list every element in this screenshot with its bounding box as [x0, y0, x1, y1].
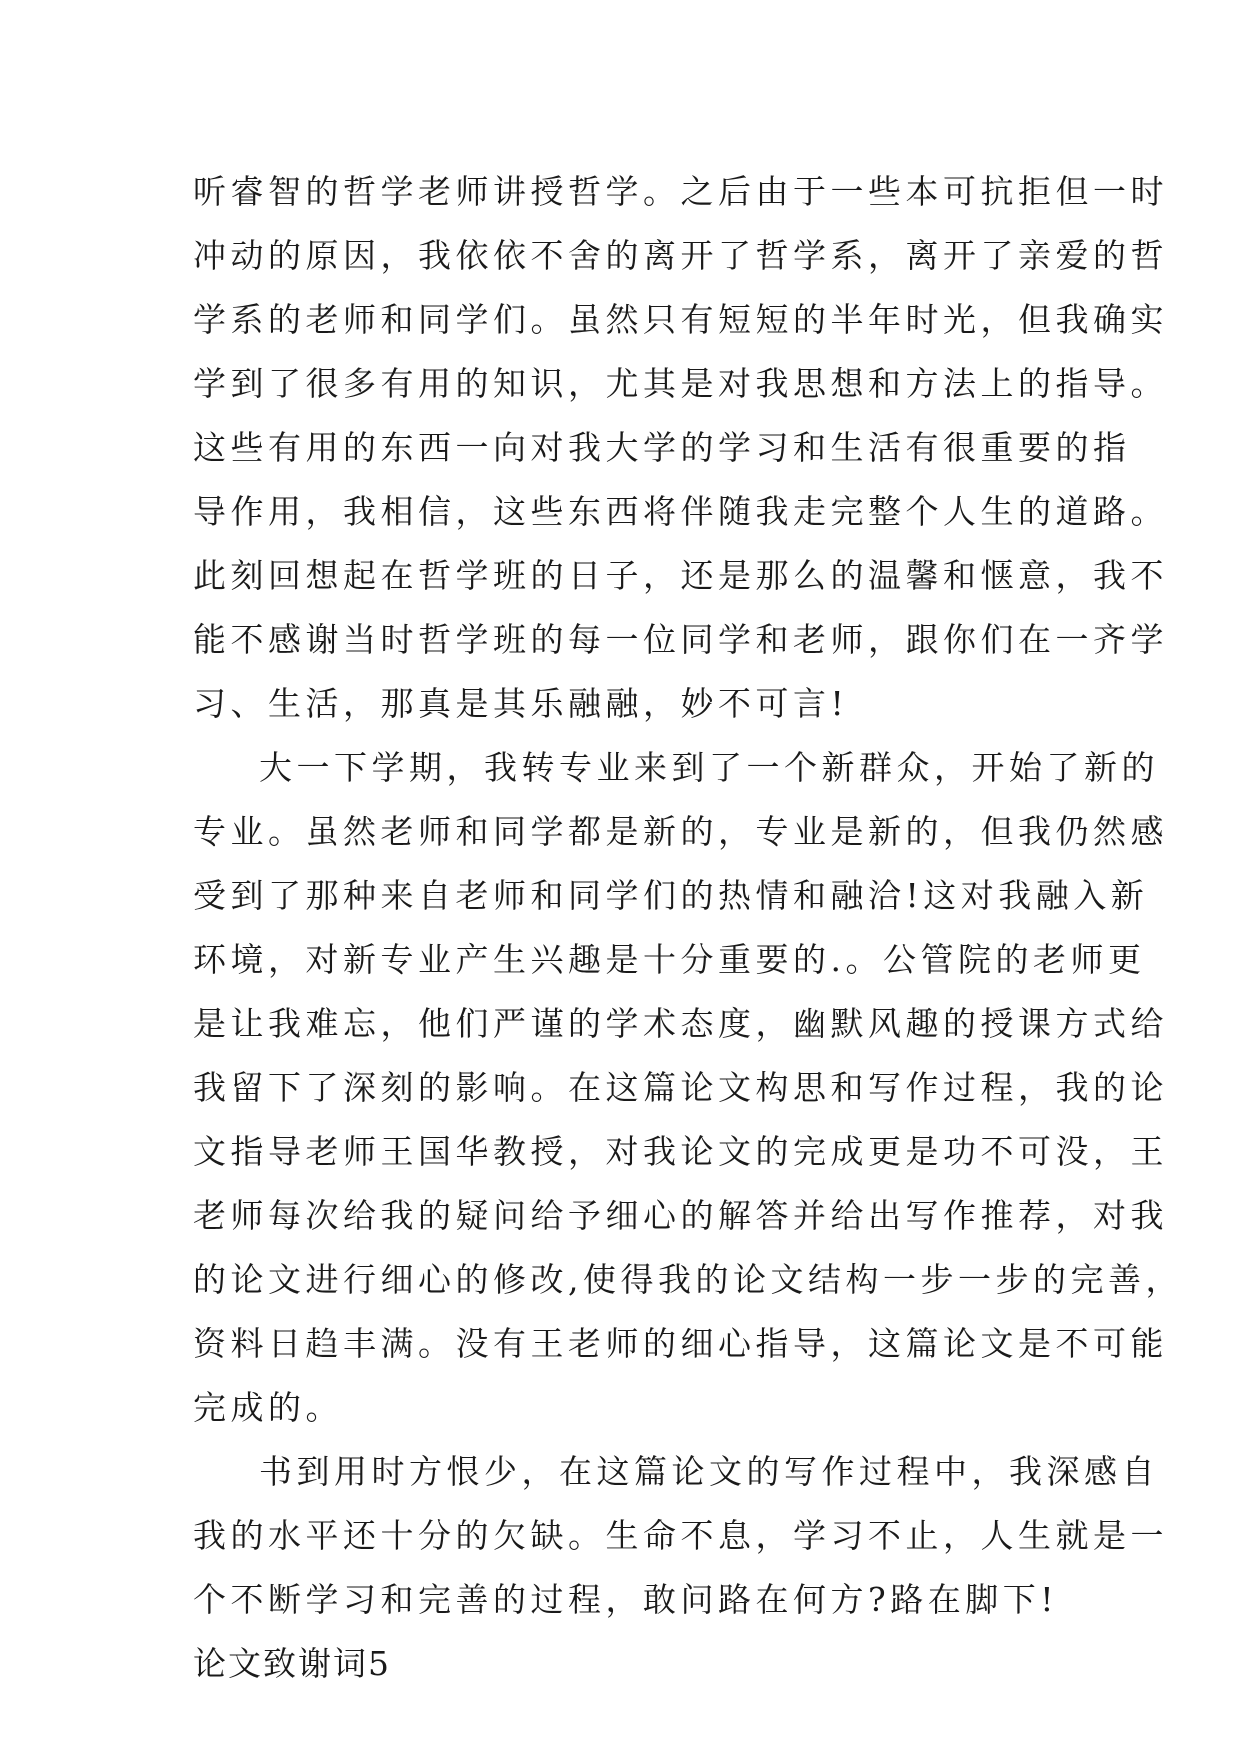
paragraph-start-line: 书到用时方恨少，在这篇论文的写作过程中，我深感自	[259, 1452, 1159, 1491]
text-line: 习、生活，那真是其乐融融，妙不可言!	[193, 684, 849, 723]
text-line: 的论文进行细心的修改,使得我的论文结构一步一步的完善，	[193, 1260, 1183, 1299]
text-line: 冲动的原因，我依依不舍的离开了哲学系，离开了亲爱的哲	[193, 236, 1168, 275]
section-heading: 论文致谢词5	[193, 1644, 391, 1683]
text-line: 文指导老师王国华教授，对我论文的完成更是功不可没，王	[193, 1132, 1168, 1171]
text-line: 是让我难忘，他们严谨的学术态度，幽默风趣的授课方式给	[193, 1004, 1168, 1043]
text-line: 我的水平还十分的欠缺。生命不息，学习不止，人生就是一	[193, 1516, 1168, 1555]
text-line: 学系的老师和同学们。虽然只有短短的半年时光，但我确实	[193, 300, 1168, 339]
text-line: 听睿智的哲学老师讲授哲学。之后由于一些本可抗拒但一时	[193, 172, 1168, 211]
body-text	[193, 160, 1183, 1696]
text-line: 能不感谢当时哲学班的每一位同学和老师，跟你们在一齐学	[193, 620, 1168, 659]
text-line: 导作用，我相信，这些东西将伴随我走完整个人生的道路。	[193, 492, 1168, 531]
text-line: 完成的。	[193, 1388, 343, 1427]
text-line: 环境，对新专业产生兴趣是十分重要的.。公管院的老师更	[193, 940, 1146, 979]
text-line: 个不断学习和完善的过程，敢问路在何方?路在脚下!	[193, 1580, 1058, 1619]
paragraph-start-line: 大一下学期，我转专业来到了一个新群众，开始了新的	[259, 748, 1159, 787]
text-line: 资料日趋丰满。没有王老师的细心指导，这篇论文是不可能	[193, 1324, 1168, 1363]
text-line: 此刻回想起在哲学班的日子，还是那么的温馨和惬意，我不	[193, 556, 1168, 595]
text-line: 我留下了深刻的影响。在这篇论文构思和写作过程，我的论	[193, 1068, 1168, 1107]
text-line: 老师每次给我的疑问给予细心的解答并给出写作推荐，对我	[193, 1196, 1168, 1235]
text-line: 专业。虽然老师和同学都是新的，专业是新的，但我仍然感	[193, 812, 1168, 851]
text-line: 受到了那种来自老师和同学们的热情和融洽!这对我融入新	[193, 876, 1149, 915]
text-line: 学到了很多有用的知识，尤其是对我思想和方法上的指导。	[193, 364, 1168, 403]
text-line: 这些有用的东西一向对我大学的学习和生活有很重要的指	[193, 428, 1131, 467]
